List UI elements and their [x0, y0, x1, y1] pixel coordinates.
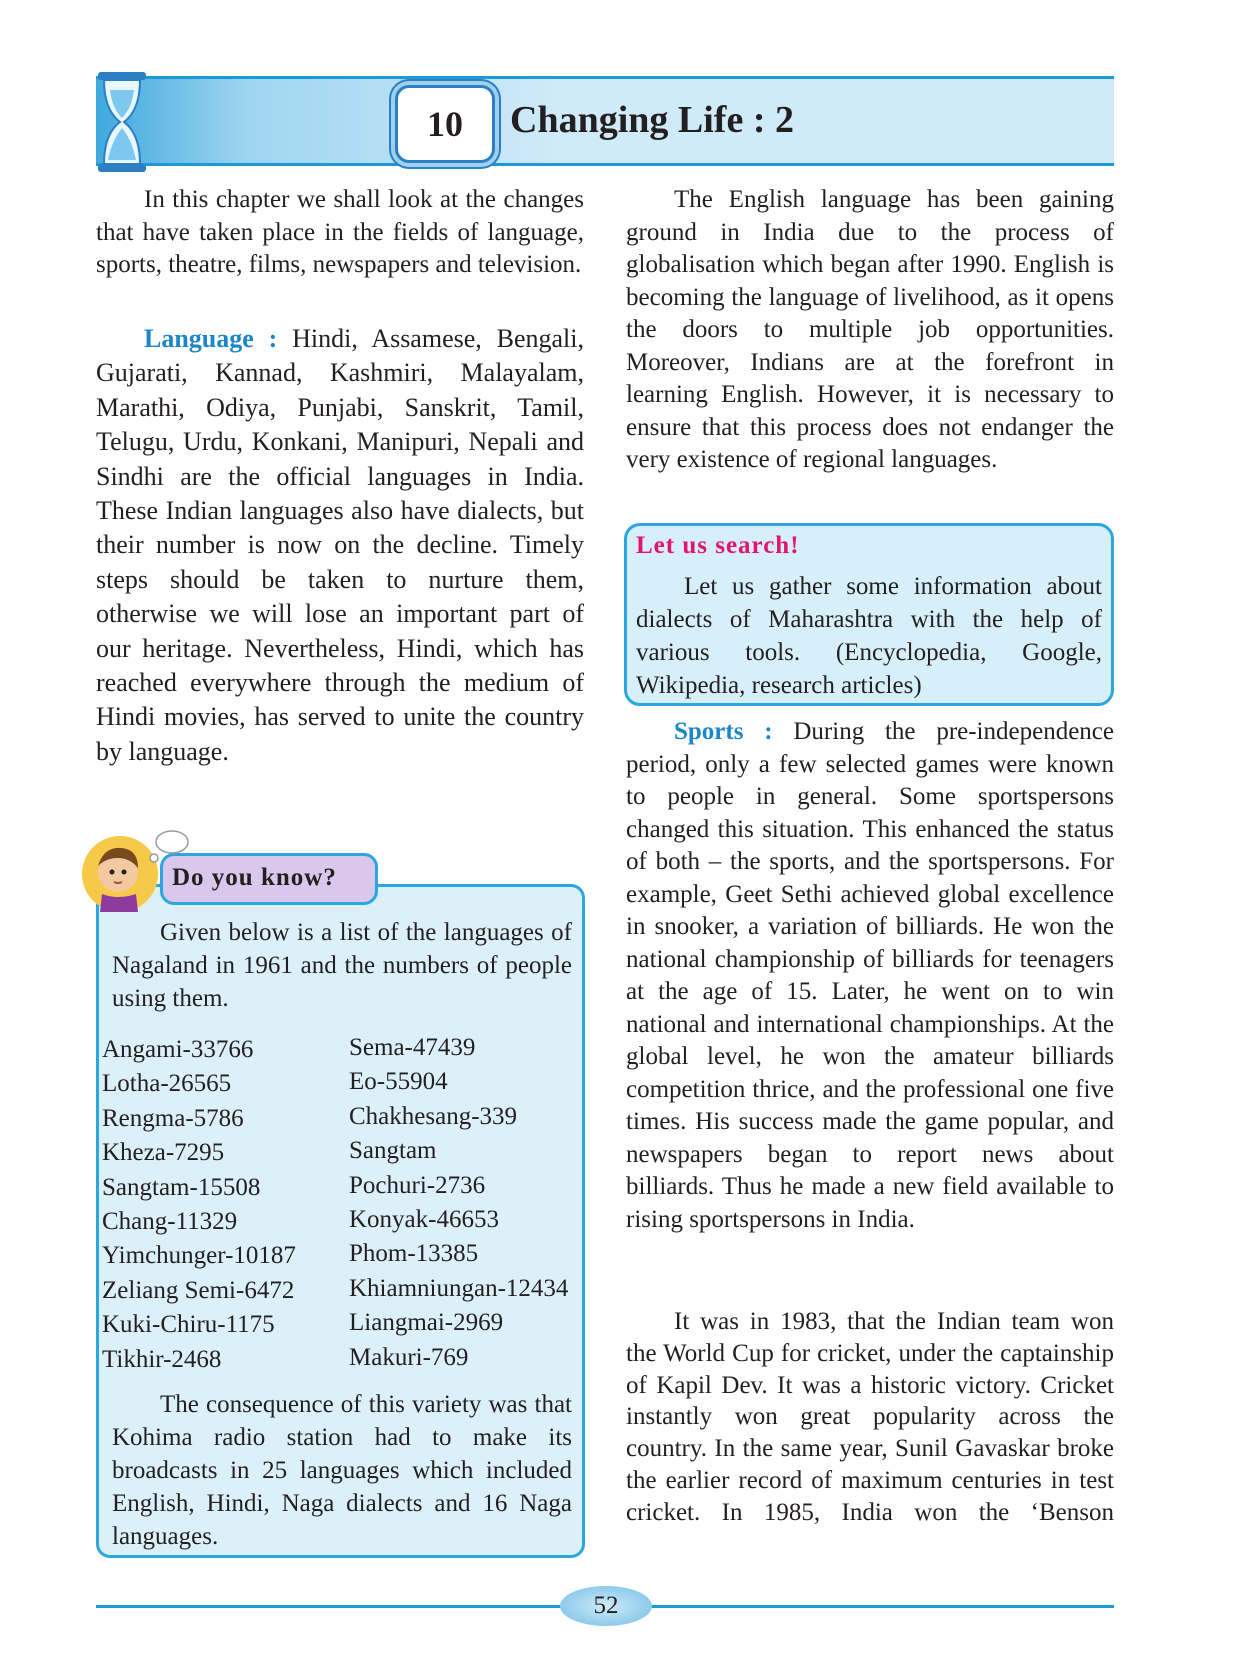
list-item: Eo-55904 — [349, 1068, 448, 1096]
list-item: Sangtam — [349, 1137, 437, 1165]
sports-heading: Sports : — [674, 718, 773, 745]
do-you-know-label: Do you know? — [172, 864, 337, 891]
language-heading: Language : — [144, 324, 278, 353]
chapter-number-badge: 10 — [395, 85, 495, 163]
list-item: Rengma-5786 — [102, 1104, 244, 1132]
sports-paragraph — [626, 716, 1114, 1236]
let-us-search-title: Let us search! — [636, 532, 800, 559]
do-you-know-consequence: The consequence of this variety was that Kohima radio station had to make its broadcasts in 25 languages which included English, Hindi, Naga dialects and 16 Naga languages. — [112, 1391, 572, 1550]
english-paragraph: The English language has been gaining ground in India due to the process of globalisation which began after 1990. English is becoming the language of livelihood, as it opens the doors to multiple job opportunities. Moreover, Indians are at the forefront in learning English. However, it is necessary to ensure that this process does not endanger the very existence of regional languages. — [626, 186, 1114, 473]
list-item: Lotha-26565 — [102, 1070, 232, 1098]
list-item: Phom-13385 — [349, 1240, 479, 1268]
list-item: Sangtam-15508 — [102, 1173, 261, 1201]
list-item: Chang-11329 — [102, 1207, 238, 1235]
page-number: 52 — [593, 1592, 619, 1619]
language-text: Hindi, Assamese, Bengali, Gujarati, Kannad, Kashmiri, Malayalam, Marathi, Odiya, Punjabi, Sanskrit, Tamil, Telugu, Urdu, Konkani, Manipuri, Nepali and Sindhi are the official languages in India. These Indian languages also have dialects, but their number is now on the decline. Timely steps should be taken to nurture them, otherwise we will lose an important part of our heritage. Nevertheless, Hindi, which has reached everywhere through the medium of Hindi movies, has served to unite the country by language. — [96, 324, 584, 766]
cricket-paragraph: It was in 1983, that the Indian team won the World Cup for cricket, under the captainship of Kapil Dev. It was a historic victory. Cricket instantly won great popularity across the country. In the same year, Sunil Gavaskar broke the earlier record of maximum centuries in test cricket. In 1985, India won the ‘Benson — [626, 1308, 1114, 1526]
language-list-right — [349, 1031, 568, 1375]
list-item: Pochuri-2736 — [349, 1171, 486, 1199]
intro-paragraph: In this chapter we shall look at the changes that have taken place in the fields of language, sports, theatre, films, newspapers and television. — [96, 186, 584, 278]
list-item: Chakhesang-339 — [349, 1102, 518, 1130]
sports-text: During the pre-independence period, only a few selected games were known to people in general. Some sportspersons changed this situation. This enhanced the status of both – the sports, and the sportspersons. For example, Geet Sethi achieved global excellence in snooker, a variation of billiards. He won the national championship of billiards for teenagers at the age of 15. Later, he went on to win national and international championships. At the global level, he won the amateur billiards competition thrice, and the professional one five times. His success made the game popular, and newspapers began to report news about billiards. Thus he made a new field available to rising sportspersons in India. — [626, 718, 1114, 1233]
list-item: Kuki-Chiru-1175 — [102, 1311, 275, 1339]
list-item: Konyak-46653 — [349, 1205, 499, 1233]
list-item: Tikhir-2468 — [102, 1345, 222, 1373]
list-item: Yimchunger-10187 — [102, 1242, 296, 1270]
language-paragraph — [96, 322, 584, 769]
list-item: Liangmai-2969 — [349, 1309, 504, 1337]
list-item: Makuri-769 — [349, 1343, 469, 1371]
language-list-left — [102, 1033, 296, 1377]
list-item: Kheza-7295 — [102, 1139, 225, 1167]
do-you-know-intro: Given below is a list of the languages of Nagaland in 1961 and the numbers of people using them. — [112, 919, 572, 1012]
list-item: Sema-47439 — [349, 1034, 476, 1061]
list-item: Angami-33766 — [102, 1036, 254, 1063]
let-us-search-text: Let us gather some information about dialects of Maharashtra with the help of various tools. (Encyclopedia, Google, Wikipedia, research articles) — [636, 573, 1102, 699]
hourglass-icon — [96, 70, 148, 174]
list-item: Zeliang Semi-6472 — [102, 1276, 295, 1304]
chapter-title: Changing Life : 2 — [510, 99, 794, 141]
list-item: Khiamniungan-12434 — [349, 1274, 569, 1302]
